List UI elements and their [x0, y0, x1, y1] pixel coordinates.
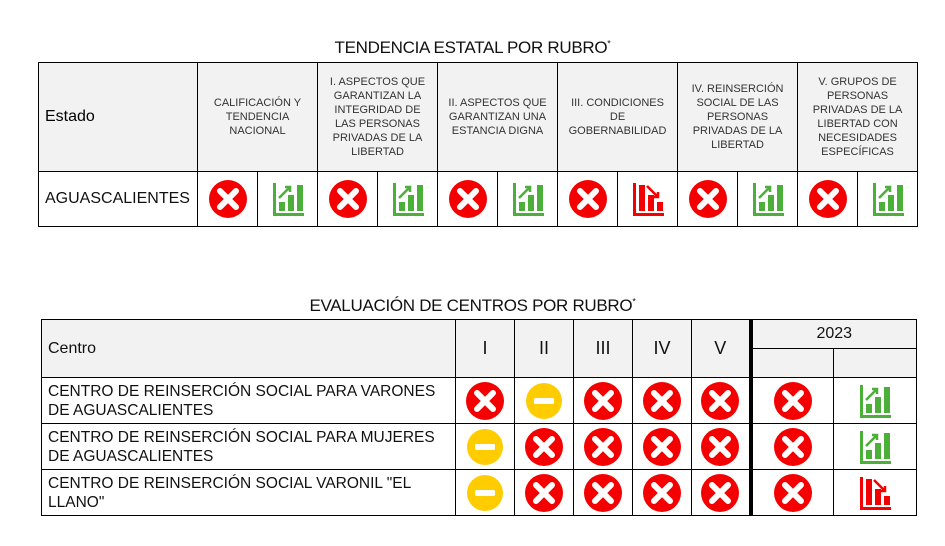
x-circle-icon — [583, 381, 623, 421]
trend-down-icon — [628, 179, 668, 219]
icon-cell — [456, 378, 515, 424]
centers-evaluation-table — [41, 319, 917, 516]
minus-circle-icon — [465, 473, 505, 513]
x-circle-icon — [568, 179, 608, 219]
header-year: 2023 — [751, 320, 917, 349]
trend-down-icon — [855, 473, 895, 513]
x-circle-icon — [642, 427, 682, 467]
header-col: V. GRUPOS DE PERSONAS PRIVADAS DE LA LIBERTAD CON NECESIDADES ESPECÍFICAS — [798, 63, 918, 172]
trend-up-icon — [268, 179, 308, 219]
trend-up-icon — [388, 179, 428, 219]
icon-cell — [738, 172, 798, 227]
header-col: II — [515, 320, 574, 378]
trend-up-icon — [855, 381, 895, 421]
header-blank — [834, 349, 917, 378]
x-circle-icon — [328, 179, 368, 219]
x-circle-icon — [465, 381, 505, 421]
icon-cell — [834, 424, 917, 470]
x-circle-icon — [808, 179, 848, 219]
header-col: IV. REINSERCIÓN SOCIAL DE LAS PERSONAS PRIVADAS DE LA LIBERTAD — [678, 63, 798, 172]
icon-cell — [438, 172, 498, 227]
icon-cell — [633, 424, 692, 470]
header-col: II. ASPECTOS QUE GARANTIZAN UNA ESTANCIA DIGNA — [438, 63, 558, 172]
icon-cell — [318, 172, 378, 227]
table-row — [42, 470, 917, 516]
header-state: Estado — [39, 63, 198, 172]
x-circle-icon — [583, 427, 623, 467]
trend-up-icon — [748, 179, 788, 219]
icon-cell — [633, 378, 692, 424]
table-row — [39, 172, 918, 227]
x-circle-icon — [700, 427, 740, 467]
header-blank — [751, 349, 834, 378]
icon-cell — [498, 172, 558, 227]
icon-cell — [751, 424, 834, 470]
header-col: I. ASPECTOS QUE GARANTIZAN LA INTEGRIDAD DE LAS PERSONAS PRIVADAS DE LA LIBERTAD — [318, 63, 438, 172]
icon-cell — [574, 470, 633, 516]
icon-cell — [692, 424, 751, 470]
table-row — [42, 424, 917, 470]
icon-cell — [198, 172, 258, 227]
icon-cell — [692, 470, 751, 516]
x-circle-icon — [208, 179, 248, 219]
icon-cell — [456, 470, 515, 516]
icon-cell — [751, 378, 834, 424]
trend-up-icon — [868, 179, 908, 219]
icon-cell — [834, 470, 917, 516]
x-circle-icon — [700, 381, 740, 421]
header-center: Centro — [42, 320, 456, 378]
x-circle-icon — [773, 427, 813, 467]
icon-cell — [692, 378, 751, 424]
x-circle-icon — [642, 381, 682, 421]
x-circle-icon — [448, 179, 488, 219]
x-circle-icon — [773, 381, 813, 421]
title-mark: * — [632, 296, 636, 307]
title-text: EVALUACIÓN DE CENTROS POR RUBRO — [309, 296, 633, 315]
header-col: CALIFICACIÓN Y TENDENCIA NACIONAL — [198, 63, 318, 172]
icon-cell — [515, 424, 574, 470]
center-name: CENTRO DE REINSERCIÓN SOCIAL PARA MUJERES DE AGUASCALIENTES — [42, 424, 456, 470]
header-col: III. CONDICIONES DE GOBERNABILIDAD — [558, 63, 678, 172]
icon-cell — [618, 172, 678, 227]
x-circle-icon — [524, 473, 564, 513]
icon-cell — [515, 378, 574, 424]
header-row — [39, 63, 918, 172]
state-table-title — [0, 38, 945, 58]
x-circle-icon — [524, 427, 564, 467]
x-circle-icon — [583, 473, 623, 513]
header-row — [42, 320, 917, 349]
x-circle-icon — [700, 473, 740, 513]
icon-cell — [678, 172, 738, 227]
icon-cell — [574, 378, 633, 424]
icon-cell — [558, 172, 618, 227]
state-trend-table — [38, 62, 918, 227]
trend-up-icon — [855, 427, 895, 467]
header-col: III — [574, 320, 633, 378]
minus-circle-icon — [465, 427, 505, 467]
trend-up-icon — [508, 179, 548, 219]
table-row — [42, 378, 917, 424]
header-col: V — [692, 320, 751, 378]
icon-cell — [633, 470, 692, 516]
state-name: AGUASCALIENTES — [39, 172, 198, 227]
x-circle-icon — [688, 179, 728, 219]
icon-cell — [858, 172, 918, 227]
icon-cell — [798, 172, 858, 227]
x-circle-icon — [773, 473, 813, 513]
minus-circle-icon — [524, 381, 564, 421]
icon-cell — [515, 470, 574, 516]
x-circle-icon — [642, 473, 682, 513]
header-col: IV — [633, 320, 692, 378]
center-name: CENTRO DE REINSERCIÓN SOCIAL VARONIL "EL LLANO" — [42, 470, 456, 516]
centers-table-title — [0, 296, 945, 316]
title-text: TENDENCIA ESTATAL POR RUBRO — [334, 38, 608, 57]
icon-cell — [378, 172, 438, 227]
icon-cell — [456, 424, 515, 470]
icon-cell — [834, 378, 917, 424]
center-name: CENTRO DE REINSERCIÓN SOCIAL PARA VARONES DE AGUASCALIENTES — [42, 378, 456, 424]
icon-cell — [258, 172, 318, 227]
icon-cell — [574, 424, 633, 470]
icon-cell — [751, 470, 834, 516]
title-mark: * — [607, 38, 611, 49]
header-col: I — [456, 320, 515, 378]
